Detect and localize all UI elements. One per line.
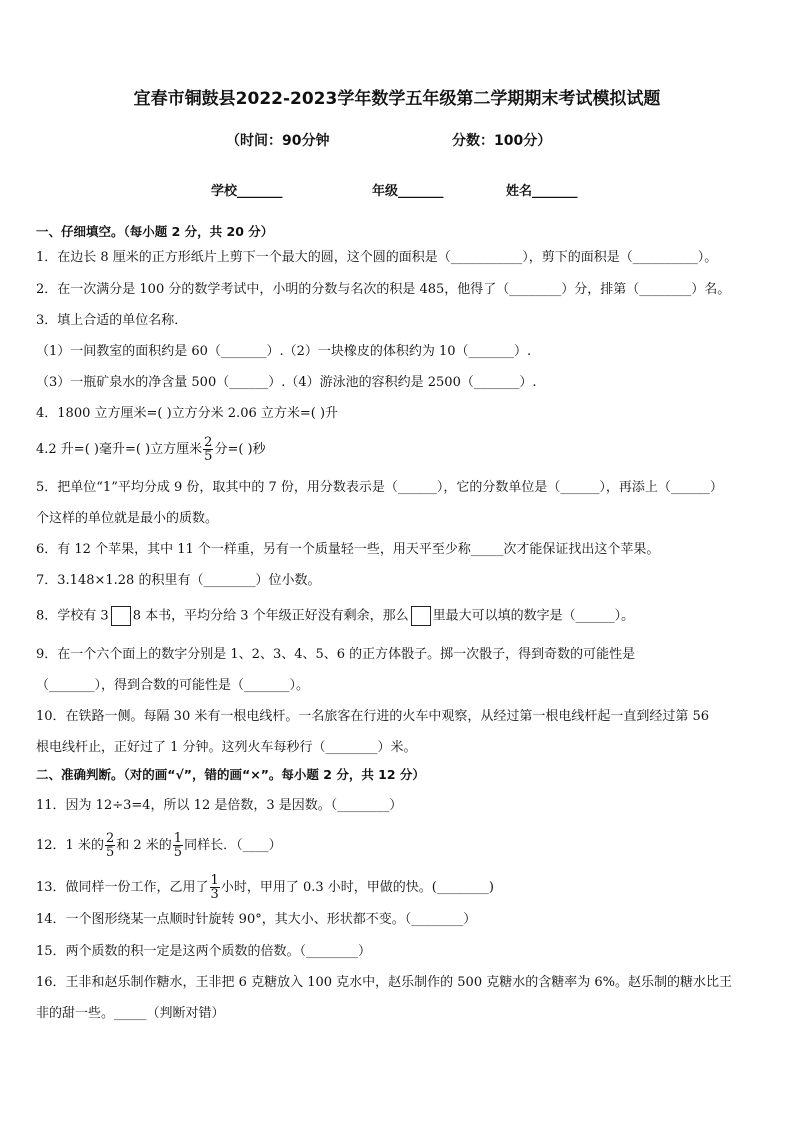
question-7: 7．3.148×1.28 的积里有（________）位小数。 bbox=[36, 573, 321, 588]
question-10-line-1: 10．在铁路一侧。每隔 30 米有一根电线杆。一名旅客在行进的火车中观察，从经过第一根电线杆起一直到经过第 56 bbox=[36, 709, 710, 724]
fraction: $\frac{2}{5}$ bbox=[204, 435, 213, 464]
school-field: 学校_______ bbox=[211, 184, 283, 199]
question-11: 11．因为 12÷3=4，所以 12 是倍数，3 是因数。（________） bbox=[36, 798, 403, 813]
fraction: $\frac{1}{3}$ bbox=[210, 873, 219, 902]
question-1: 1．在边长 8 厘米的正方形纸片上剪下一个最大的圆，这个圆的面积是（___________），剪下的面积是（__________）。 bbox=[36, 250, 718, 265]
question-15: 15．两个质数的积一定是这两个质数的倍数。（________） bbox=[36, 944, 372, 959]
exam-score: 分数：100分） bbox=[452, 133, 552, 149]
section1-heading: 一、仔细填空。（每小题 2 分，共 20 分） bbox=[36, 224, 274, 239]
page-title: 宜春市铜鼓县2022-2023学年数学五年级第二学期期末考试模拟试题 bbox=[133, 89, 661, 109]
question-16-line-1: 16．王非和赵乐制作糖水，王非把 6 克糖放入 100 克水中，赵乐制作的 500 克糖水的含糖率为 6%。赵乐制的糖水比王 bbox=[36, 975, 732, 990]
question-4-part-b: 4.2 升=( )毫升=( )立方厘米 $\frac{2}{5}$ 分=( )秒 bbox=[36, 435, 266, 464]
grade-field: 年级_______ bbox=[372, 184, 444, 199]
question-9-line-1: 9．在一个六个面上的数字分别是 1、2、3、4、5、6 的正方体骰子。掷一次骰子，得到奇数的可能性是 bbox=[36, 647, 636, 662]
question-5-line-1: 5．把单位“1”平均分成 9 份，取其中的 7 份，用分数表示是（______），它的分数单位是（______），再添上（______） bbox=[36, 480, 723, 495]
fraction: $\frac{1}{5}$ bbox=[173, 831, 183, 860]
question-10-line-2: 根电线杆止，正好过了 1 分钟。这列火车每秒行（________）米。 bbox=[36, 740, 417, 755]
blank-box bbox=[411, 606, 431, 626]
section2-heading: 二、准确判断。（对的画“√”，错的画“×”。每小题 2 分，共 12 分） bbox=[36, 767, 425, 782]
question-2: 2．在一次满分是 100 分的数学考试中，小明的分数与名次的积是 485，他得了（________）分，排第（________）名。 bbox=[36, 282, 731, 297]
question-8: 8．学校有 3 8 本书，平均分给 3 个年级正好没有剩余，那么 里最大可以填的数字是（______）。 bbox=[36, 606, 766, 627]
question-3: 3．填上合适的单位名称． bbox=[36, 313, 188, 328]
question-13: 13．做同样一份工作，乙用了 $\frac{1}{3}$ 小时，甲用了 0.3 小时，甲做的快。(________) bbox=[36, 873, 494, 902]
question-14: 14．一个图形绕某一点顺时针旋转 90°，其大小、形状都不变。（________） bbox=[36, 912, 477, 927]
question-4-part-a: 4．1800 立方厘米=( )立方分米 2.06 立方米=( )升 bbox=[36, 406, 339, 421]
question-5-line-2: 个这样的单位就是最小的质数。 bbox=[36, 511, 219, 526]
exam-time: （时间：90分钟 bbox=[226, 133, 330, 149]
question-3-part-b: （3）一瓶矿泉水的净含量 500（______）.（4）游泳池的容积约是 2500（_______）. bbox=[36, 375, 537, 390]
blank-box bbox=[111, 606, 131, 626]
question-6: 6．有 12 个苹果，其中 11 个一样重，另有一个质量轻一些，用天平至少称_____次才能保证找出这个苹果。 bbox=[36, 542, 660, 557]
fraction: $\frac{2}{5}$ bbox=[105, 831, 115, 860]
question-12: 12．1 米的 $\frac{2}{5}$ 和 2 米的 $\frac{1}{5}$ 同样长．（____） bbox=[36, 831, 282, 860]
question-3-part-a: （1）一间教室的面积约是 60（_______）.（2）一块橡皮的体积约为 10（_______）. bbox=[36, 344, 532, 359]
question-16-line-2: 非的甜一些。_____（判断对错） bbox=[36, 1006, 225, 1021]
name-field: 姓名_______ bbox=[506, 184, 578, 199]
question-9-line-2: （_______），得到合数的可能性是（_______）。 bbox=[36, 678, 310, 693]
